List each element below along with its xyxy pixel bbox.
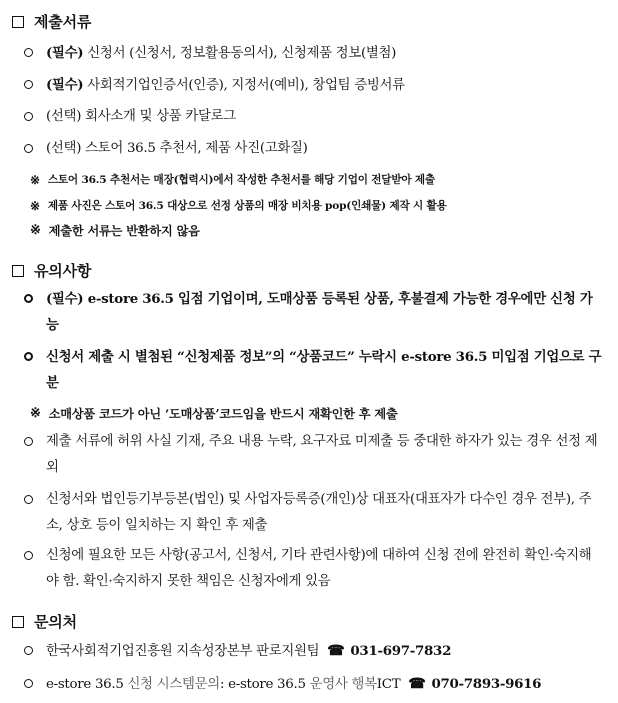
note: ※ 소매상품 코드가 아닌 ‘도매상품’코드임을 반드시 재확인한 후 제출 xyxy=(30,406,398,421)
telephone-icon: ☎ xyxy=(408,676,426,692)
list-item: e-store 36.5 신청 시스템문의: e-store 36.5 운영사 행복ICT ☎ 070-7893-9616 xyxy=(24,671,602,698)
section-heading-contact: 문의처 xyxy=(12,611,77,632)
section-heading-submission: 제출서류 xyxy=(12,11,91,32)
circle-bullet-icon xyxy=(24,495,33,504)
list-item: 신청에 필요한 모든 사항(공고서, 신청서, 기타 관련사항)에 대하여 신청 전에 완전히 확인·숙지해야 함. 확인·숙지하지 못한 책임은 신청자에게 있음 xyxy=(24,543,602,595)
list-item: 한국사회적기업진흥원 지속성장본부 판로지원팀 ☎ 031-697-7832 xyxy=(24,638,602,665)
checkbox-square-icon xyxy=(12,616,24,628)
telephone-icon: ☎ xyxy=(327,643,345,659)
list-item: 제출 서류에 허위 사실 기재, 주요 내용 누락, 요구자료 미제출 등 중대한 하자가 있는 경우 선정 제외 xyxy=(24,429,602,481)
circle-bullet-icon xyxy=(24,144,33,153)
list-item: (선택) 스토어 36.5 추천서, 제품 사진(고화질) xyxy=(24,136,602,162)
circle-bullet-icon xyxy=(24,80,33,89)
circle-bullet-icon xyxy=(24,48,33,57)
list-item: 신청서 제출 시 별첨된 “신청제품 정보”의 “상품코드” 누락시 e-store 36.5 미입점 기업으로 구분 xyxy=(24,344,602,396)
list-item: (필수) 신청서 (신청서, 정보활용동의서), 신청제품 정보(별첨) xyxy=(24,40,602,67)
circle-bullet-icon xyxy=(24,352,33,361)
circle-bullet-icon xyxy=(24,646,33,655)
list-item: 신청서와 법인등기부등본(법인) 및 사업자등록증(개인)상 대표자(대표자가 다수인 경우 전부), 주소, 상호 등이 일치하는 지 확인 후 제출 xyxy=(24,487,602,539)
list-item: (선택) 회사소개 및 상품 카달로그 xyxy=(24,104,602,130)
list-item: (필수) 사회적기업인증서(인증), 지정서(예비), 창업팀 증빙서류 xyxy=(24,72,602,99)
note: ※ 제출한 서류는 반환하지 않음 xyxy=(30,223,200,238)
note: ※ 스토어 36.5 추천서는 매장(협력시)에서 작성한 추천서를 해당 기업이 전달받아 제출 xyxy=(30,172,435,187)
circle-bullet-icon xyxy=(24,679,33,688)
section-heading-caution: 유의사항 xyxy=(12,260,91,281)
circle-bullet-icon xyxy=(24,112,33,121)
note: ※ 제품 사진은 스토어 36.5 대상으로 선정 상품의 매장 비치용 pop(인쇄물) 제작 시 활용 xyxy=(30,198,447,213)
circle-bullet-icon xyxy=(24,437,33,446)
checkbox-square-icon xyxy=(12,16,24,28)
circle-bullet-icon xyxy=(24,551,33,560)
list-item: (필수) e-store 36.5 입점 기업이며, 도매상품 등록된 상품, 후불결제 가능한 경우에만 신청 가능 xyxy=(24,286,602,338)
checkbox-square-icon xyxy=(12,265,24,277)
circle-bullet-icon xyxy=(24,294,33,303)
